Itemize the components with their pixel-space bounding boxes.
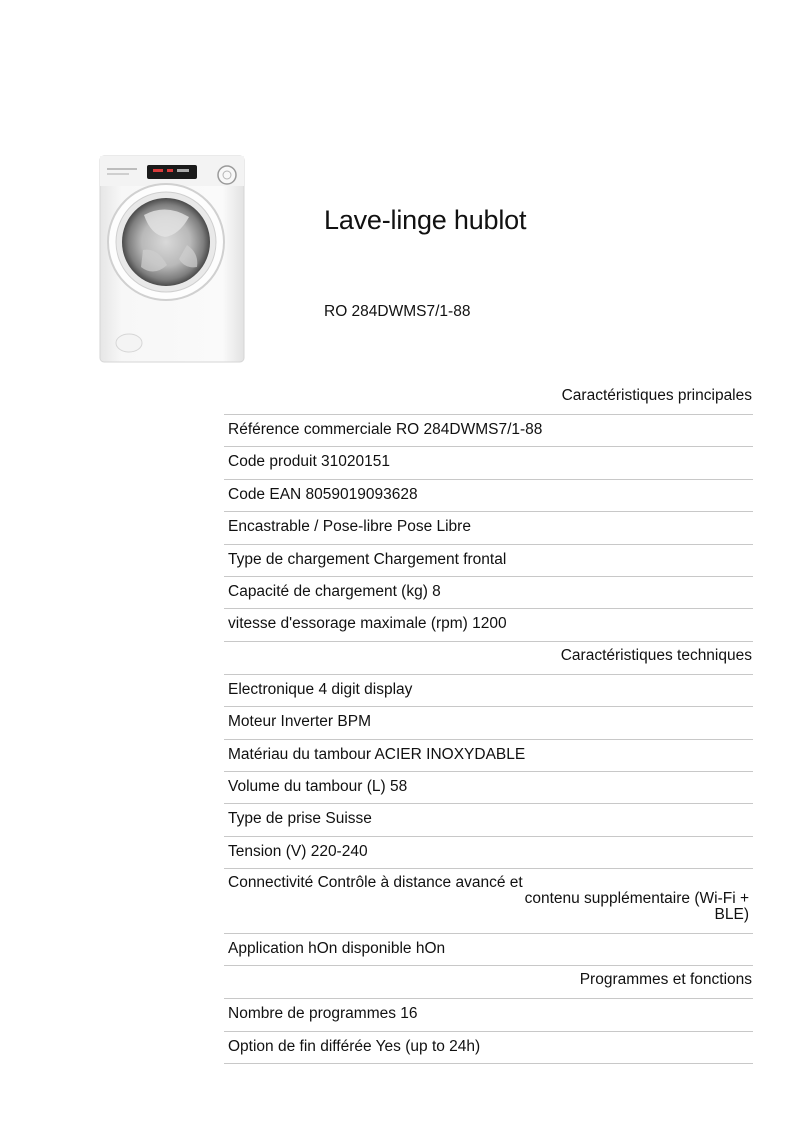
connectivity-line-3: BLE) [714, 906, 749, 924]
connectivity-line-1: Connectivité Contrôle à distance avancé et [228, 874, 523, 892]
spec-row-electronics: Electronique 4 digit display [224, 675, 753, 707]
spec-row-installation-type: Encastrable / Pose-libre Pose Libre [224, 512, 753, 544]
spec-table [224, 382, 753, 1064]
product-reference: RO 284DWMS7/1-88 [324, 303, 471, 320]
spec-row-drum-volume: Volume du tambour (L) 58 [224, 772, 753, 804]
spec-row-commercial-reference: Référence commerciale RO 284DWMS7/1-88 [224, 415, 753, 447]
spec-row-hon-app: Application hOn disponible hOn [224, 934, 753, 966]
spec-row-program-count: Nombre de programmes 16 [224, 999, 753, 1031]
section-heading-main: Caractéristiques principales [224, 382, 753, 415]
spec-row-spin-speed: vitesse d'essorage maximale (rpm) 1200 [224, 609, 753, 641]
spec-row-capacity: Capacité de chargement (kg) 8 [224, 577, 753, 609]
spec-row-plug-type: Type de prise Suisse [224, 804, 753, 836]
spec-row-drum-material: Matériau du tambour ACIER INOXYDABLE [224, 740, 753, 772]
section-heading-programs: Programmes et fonctions [224, 966, 753, 999]
spec-row-connectivity [224, 869, 753, 934]
spec-row-product-code: Code produit 31020151 [224, 447, 753, 479]
spec-row-voltage: Tension (V) 220-240 [224, 837, 753, 869]
spec-row-delayed-end: Option de fin différée Yes (up to 24h) [224, 1032, 753, 1064]
spec-row-motor: Moteur Inverter BPM [224, 707, 753, 739]
product-title: Lave-linge hublot [324, 205, 527, 235]
spec-row-loading-type: Type de chargement Chargement frontal [224, 545, 753, 577]
section-heading-technical: Caractéristiques techniques [224, 642, 753, 675]
connectivity-line-2: contenu supplémentaire (Wi-Fi + [524, 890, 749, 908]
product-image [99, 155, 245, 363]
spec-row-ean-code: Code EAN 8059019093628 [224, 480, 753, 512]
